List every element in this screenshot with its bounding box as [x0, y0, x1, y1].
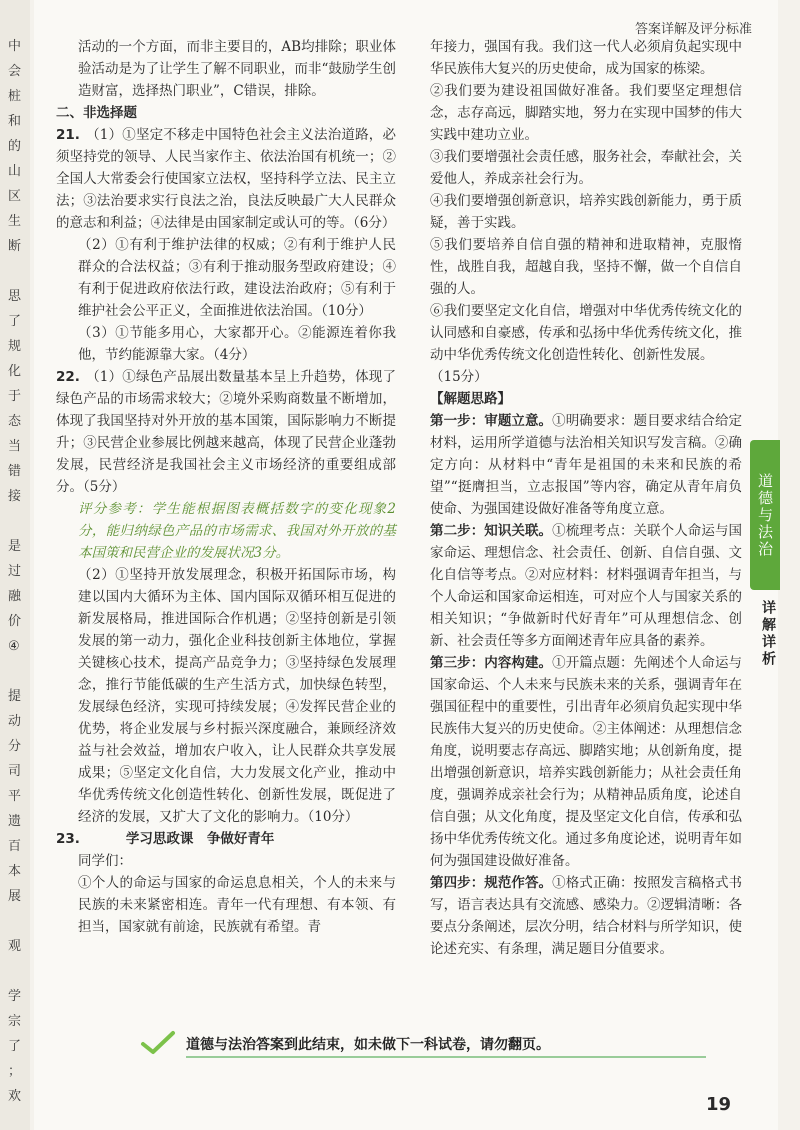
scoring-hint: 评分参考：学生能根据图表概括数字的变化现象2分，能归纳绿色产品的市场需求、我国对外开放的基本国策和民营企业的发展状况3分。 [78, 501, 396, 561]
section-heading: 二、非选择题 [56, 105, 137, 121]
step-2 [430, 520, 742, 652]
gutter-char: 于 [8, 389, 22, 404]
step-2-label: 第二步：知识关联。 [430, 523, 553, 539]
q21-part1 [56, 124, 396, 234]
gutter-char: 平 [8, 789, 22, 804]
step-1-text: ①明确要求：题目要求结合给定材料，运用所学道德与法治相关知识写发言稿。②确定方向：从材料中“青年是祖国的未来和民族的希望”“挺膺担当，立志报国”等内容，确定从青年肩负使命、为强国建设做好准备等角度立意。 [430, 413, 743, 517]
gutter-char: 和 [8, 114, 22, 129]
q21-part2: （2）①有利于维护法律的权威；②有利于维护人民群众的合法权益；③有利于推动服务型政府建设；④有利于促进政府依法行政，建设法治政府；⑤有利于维护社会公平正义，全面推进依法治国。（10分） [78, 237, 396, 319]
gutter-char: 提 [8, 689, 22, 704]
gutter-char: 区 [8, 189, 22, 204]
gutter-char: 化 [8, 364, 22, 379]
binding-gutter [0, 0, 30, 1130]
gutter-char: 融 [8, 589, 22, 604]
essay-point-4: ④我们要增强创新意识，培养实践创新能力，勇于质疑，善于实践。 [430, 193, 742, 231]
step-4 [430, 872, 742, 960]
page-header: 答案详解及评分标准 [634, 22, 752, 37]
q21-part3: （3）①节能多用心，大家都开心。②能源连着你我他，节约能源靠大家。（4分） [78, 325, 396, 363]
step-4-text: ①格式正确：按照发言稿格式书写，语言表达具有交流感、感染力。②逻辑清晰：各要点分条阐述，层次分明，结合材料与所学知识，使论述充实、有条理，满足题目分值要求。 [430, 875, 743, 957]
gutter-char: 桩 [8, 89, 22, 104]
thinking-title: 【解题思路】 [430, 391, 511, 407]
gutter-char: 山 [8, 164, 22, 179]
q22-part2: （2）①坚持开放发展理念，积极开拓国际市场，构建以国内大循环为主体、国内国际双循环相互促进的新发展格局，推进国际合作机遇；②坚持创新是引领发展的第一动力，强化企业科技创新主体地位，掌握关键核心技术，提高产品竞争力；③坚持绿色发展理念，推行节能低碳的生产生活方式，加快绿色转型，发展绿色经济，实现可持续发展；④发挥民营企业的优势，将企业发展与乡村振兴深度融合，兼顾经济效益与社会效益，增加农户收入，让人民群众共享发展成果；⑤坚定文化自信，大力发展文化产业，推动中华优秀传统文化创造性转化、创新性发展，既促进了经济的发展，又扩大了文化的影响力。（10分） [78, 567, 396, 825]
right-column [430, 36, 742, 960]
gutter-char: 观 [8, 939, 22, 954]
gutter-char: 展 [8, 889, 22, 904]
gutter-char: 司 [8, 764, 22, 779]
q21-part1-text: （1）①坚定不移走中国特色社会主义法治道路，必须坚持党的领导、人民当家作主、依法治国有机统一；②全国人大常委会行使国家立法权，坚持科学立法、民主立法；③法治要求实行良法之治，良法反映最广大人民群众的意志和利益；④法律是由国家制定或认可的等。（6分） [56, 127, 396, 231]
step-3-label: 第三步：内容构建。 [430, 655, 553, 671]
gutter-char: 错 [8, 464, 22, 479]
gutter-char: 态 [8, 414, 22, 429]
q22-part1 [56, 366, 396, 498]
q21-number: 21. [56, 127, 80, 143]
gutter-char: ； [8, 1064, 22, 1079]
gutter-char: 是 [8, 539, 22, 554]
gutter-char: 过 [8, 564, 22, 579]
page-number: 19 [706, 1094, 732, 1115]
gutter-char: 本 [8, 864, 22, 879]
gutter-char: 规 [8, 339, 22, 354]
gutter-char: 接 [8, 489, 22, 504]
gutter-char: 思 [8, 289, 22, 304]
q23-heading [56, 828, 396, 850]
gutter-char: 了 [8, 1039, 22, 1054]
gutter-char: 会 [8, 64, 22, 79]
gutter-char: 欢 [8, 1089, 22, 1104]
essay-point-2: ②我们要为建设祖国做好准备。我们要坚定理想信念，志存高远，脚踏实地，努力在实现中国梦的伟大实践中建功立业。 [430, 83, 742, 143]
gutter-char: 价 [8, 614, 22, 629]
essay-point-3: ③我们要增强社会责任感，服务社会，奉献社会，关爱他人，养成亲社会行为。 [430, 149, 742, 187]
carryover-paragraph: 活动的一个方面，而非主要目的，AB均排除；职业体验活动是为了让学生了解不同职业，而非“鼓励学生创造财富，选择热门职业”，C错误，排除。 [78, 39, 396, 99]
step-3 [430, 652, 742, 872]
gutter-char: 宗 [8, 1014, 22, 1029]
subject-tab: 道德与法治 [750, 440, 780, 590]
end-notice [140, 1030, 700, 1060]
q23-title: 学习思政课 争做好青年 [125, 831, 275, 847]
gutter-char: 当 [8, 439, 22, 454]
gutter-char: 的 [8, 139, 22, 154]
q23-greeting: 同学们： [78, 853, 132, 869]
gutter-char: 动 [8, 714, 22, 729]
checkmark-icon [140, 1030, 176, 1056]
detail-tab: 详解详析 [760, 600, 776, 668]
step-1 [430, 410, 742, 520]
gutter-char: ④ [8, 639, 20, 654]
q23-paragraph1: ①个人的命运与国家的命运息息相关，个人的未来与民族的未来紧密相连。青年一代有理想、有本领、有担当，国家就有前途，民族就有希望。青 [78, 875, 396, 935]
gutter-char: 分 [8, 739, 22, 754]
q22-part1-text: （1）①绿色产品展出数量基本呈上升趋势，体现了绿色产品的市场需求较大；②境外采购商数量不断增加，体现了我国坚持对外开放的基本国策，国际影响力不断提升；③民营企业参展比例越来越高，体现了民营企业蓬勃发展，民营经济是我国社会主义市场经济的重要组成部分。（5分） [56, 369, 396, 495]
gutter-char: 中 [8, 39, 22, 54]
gutter-char: 遗 [8, 814, 22, 829]
gutter-char: 断 [8, 239, 22, 254]
step-3-text: ①开篇点题：先阐述个人命运与国家命运、个人未来与民族未来的关系，强调青年在强国征程中的重要性，引出青年必须肩负起实现中华民族伟大复兴的历史使命。②主体阐述：从理想信念角度，说明要志存高远、脚踏实地；从创新角度，提出增强创新意识，培养实践创新能力；从社会责任角度，强调养成亲社会行为；从精神品质角度，论述自信自强；从文化角度，提及坚定文化自信，传承和弘扬中华优秀传统文化。通过多角度论述，说明青年如何为强国建设做好准备。 [430, 655, 743, 869]
gutter-char: 生 [8, 214, 22, 229]
step-1-label: 第一步：审题立意。 [430, 413, 553, 429]
gutter-char: 学 [8, 989, 22, 1004]
essay-continued: 年接力，强国有我。我们这一代人必须肩负起实现中华民族伟大复兴的历史使命，成为国家的栋梁。 [430, 39, 742, 77]
essay-point-6: ⑥我们要坚定文化自信，增强对中华优秀传统文化的认同感和自豪感，传承和弘扬中华优秀传统文化，推动中华优秀传统文化创造性转化、创新性发展。 [430, 303, 742, 363]
q23-number: 23. [56, 831, 80, 847]
left-column [56, 36, 396, 938]
step-4-label: 第四步：规范作答。 [430, 875, 553, 891]
notice-underline [186, 1056, 706, 1058]
gutter-char: 百 [8, 839, 22, 854]
q22-number: 22. [56, 369, 80, 385]
essay-score: （15分） [430, 369, 488, 385]
gutter-char: 了 [8, 314, 22, 329]
end-notice-text: 道德与法治答案到此结束，如未做下一科试卷，请勿翻页。 [186, 1037, 550, 1053]
step-2-text: ①梳理考点：关联个人命运与国家命运、理想信念、社会责任、创新、自信自强、文化自信等考点。②对应材料：材料强调青年担当，与个人命运和国家命运相连，可对应个人与国家关系的相关知识；“争做新时代好青年”可从理想信念、创新、社会责任等多方面阐述青年应具备的素养。 [430, 523, 743, 649]
essay-point-5: ⑤我们要培养自信自强的精神和进取精神，克服惰性，战胜自我，超越自我，坚持不懈，做一个自信自强的人。 [430, 237, 742, 297]
